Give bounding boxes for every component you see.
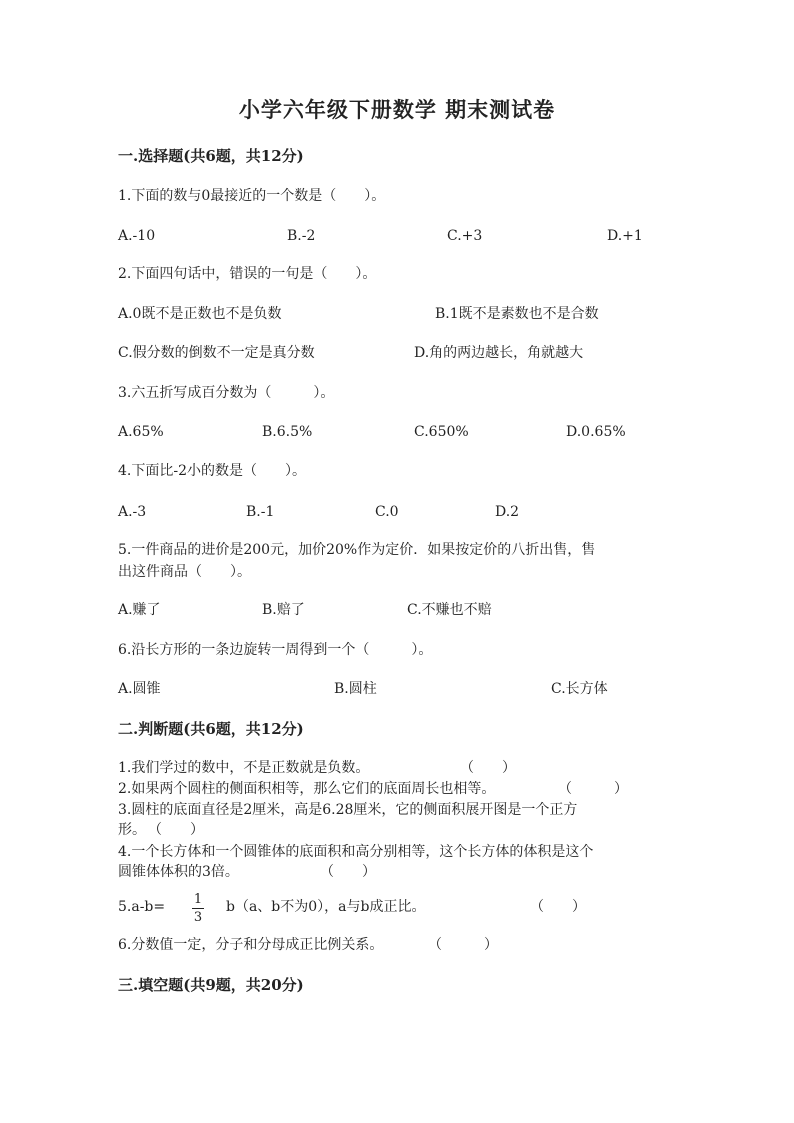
option-a: A.赚了 — [118, 602, 161, 618]
option-c: C.+3 — [447, 228, 483, 244]
option-b: B.赔了 — [262, 602, 305, 618]
option-a: A.圆锥 — [118, 681, 161, 697]
option-a: A.65% — [118, 424, 164, 440]
option-b: B.-1 — [246, 504, 275, 520]
judgment-item: 2.如果两个圆柱的侧面积相等，那么它们的底面周长也相等。 — [118, 781, 496, 797]
answer-blank: （ ） — [428, 937, 498, 953]
judgment-item: 1.我们学过的数中，不是正数就是负数。 — [118, 760, 370, 776]
option-c: C.650% — [414, 424, 469, 440]
question-stem-line2: 出这件商品（ ）。 — [118, 564, 251, 580]
fraction-bar — [192, 908, 204, 909]
option-a: A.-3 — [118, 504, 147, 520]
option-c: C.0 — [375, 504, 399, 520]
option-b: B.圆柱 — [334, 681, 377, 697]
option-d: D.2 — [495, 504, 520, 520]
fraction-denominator: 3 — [193, 910, 203, 925]
question-stem: 3.六五折写成百分数为（ ）。 — [118, 385, 335, 401]
section-heading-fill-in: 三.填空题(共9题，共20分) — [118, 976, 304, 994]
option-b: B.-2 — [287, 228, 316, 244]
page-title: 小学六年级下册数学 期末测试卷 — [238, 97, 556, 122]
judgment-item-suffix: b（a、b不为0），a与b成正比。 — [226, 899, 426, 915]
option-c: C.不赚也不赔 — [407, 602, 492, 618]
judgment-item-line1: 3.圆柱的底面直径是2厘米，高是6.28厘米，它的侧面积展开图是一个正方 — [118, 802, 578, 818]
option-a: A.0既不是正数也不是负数 — [118, 306, 282, 322]
option-c: C.假分数的倒数不一定是真分数 — [118, 345, 315, 361]
section-heading-judgment: 二.判断题(共6题，共12分) — [118, 720, 304, 738]
fraction-one-third — [190, 892, 206, 925]
option-d: D.角的两边越长，角就越大 — [414, 345, 584, 361]
judgment-item: 6.分数值一定，分子和分母成正比例关系。 — [118, 937, 384, 953]
option-b: B.1既不是素数也不是合数 — [435, 306, 599, 322]
answer-blank: （ ） — [558, 781, 628, 797]
answer-blank: （ ） — [320, 864, 376, 880]
judgment-item-line2: 圆锥体体积的3倍。 — [118, 864, 239, 880]
fraction-numerator: 1 — [193, 892, 203, 907]
answer-blank: （ ） — [530, 899, 586, 915]
option-d: D.0.65% — [566, 424, 626, 440]
judgment-item-line1: 4.一个长方体和一个圆锥体的底面积和高分别相等，这个长方体的体积是这个 — [118, 844, 594, 860]
section-heading-choice: 一.选择题(共6题，共12分) — [118, 147, 304, 165]
question-stem: 6.沿长方形的一条边旋转一周得到一个（ ）。 — [118, 642, 433, 658]
answer-blank: （ ） — [148, 822, 204, 838]
question-stem: 4.下面比-2小的数是（ ）。 — [118, 463, 306, 479]
question-stem: 2.下面四句话中，错误的一句是（ ）。 — [118, 266, 377, 282]
judgment-item-prefix: 5.a-b= — [118, 899, 166, 915]
option-d: D.+1 — [607, 228, 643, 244]
option-b: B.6.5% — [262, 424, 313, 440]
judgment-item-line2: 形。 — [118, 822, 146, 838]
question-stem: 1.下面的数与0最接近的一个数是（ ）。 — [118, 188, 386, 204]
answer-blank: （ ） — [460, 760, 516, 776]
option-a: A.-10 — [118, 228, 156, 244]
question-stem-line1: 5.一件商品的进价是200元，加价20%作为定价．如果按定价的八折出售，售 — [118, 542, 596, 558]
option-c: C.长方体 — [551, 681, 608, 697]
